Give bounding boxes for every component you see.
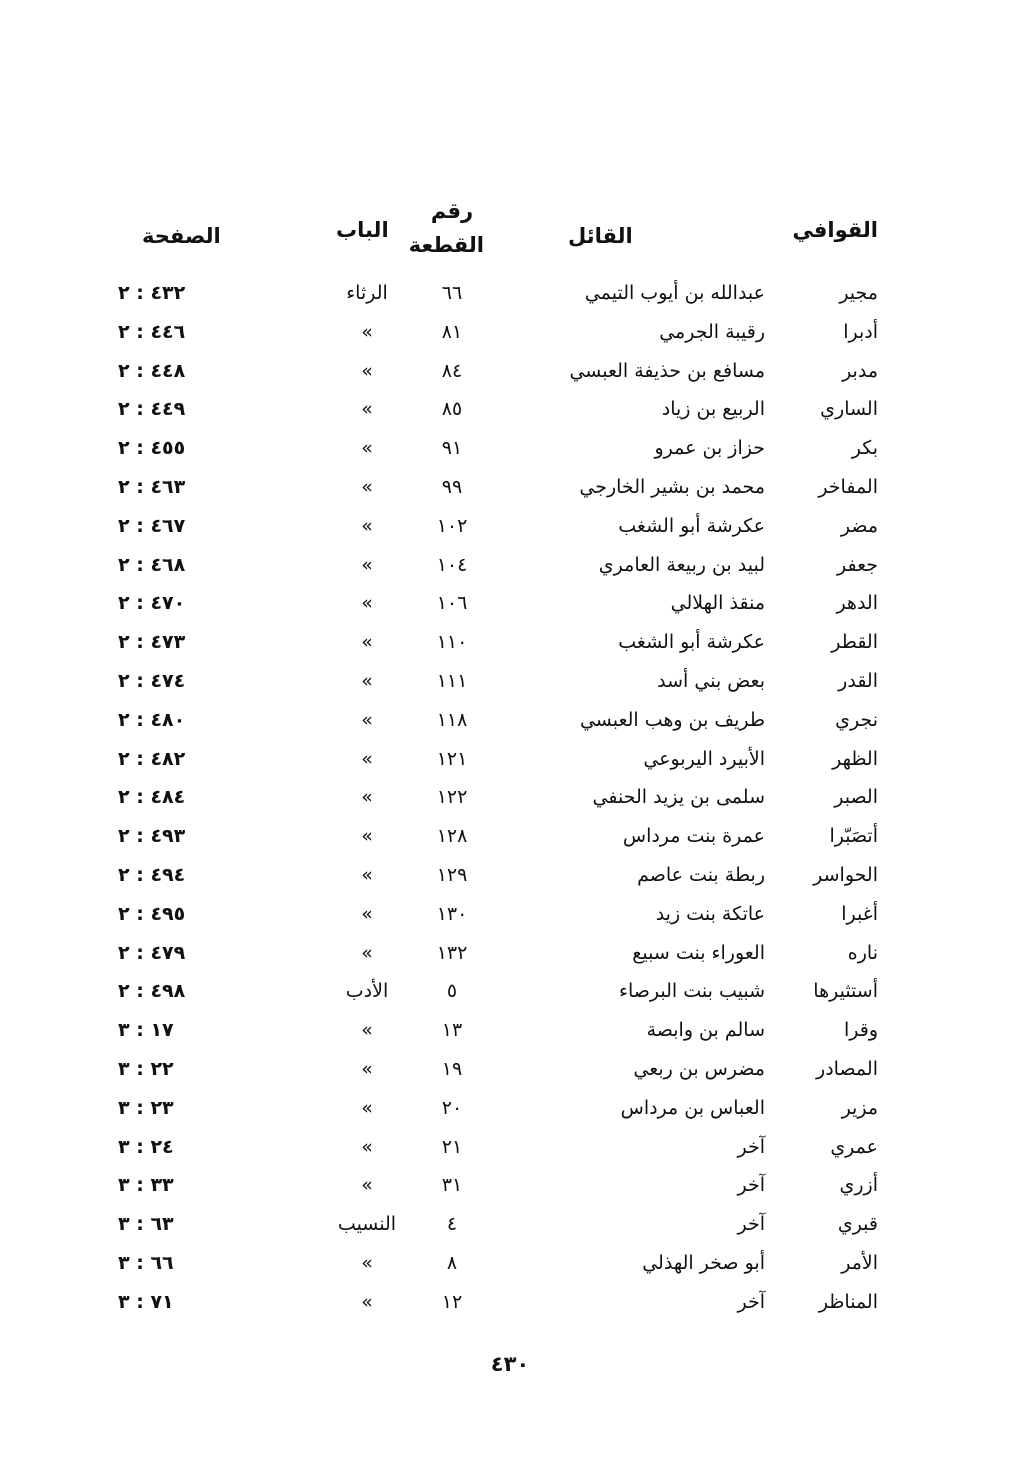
- page-cell: ٤٧٩ : ٢: [118, 941, 186, 964]
- page-cell: ٤٨٢ : ٢: [118, 747, 186, 770]
- table-row: [0, 631, 1020, 670]
- chapter-cell: النسيب: [337, 1213, 397, 1236]
- piece-number-cell: ١٣٢: [436, 941, 468, 964]
- table-row: [0, 282, 1020, 321]
- table-row: [0, 360, 1020, 399]
- piece-number-cell: ٥: [446, 980, 458, 1003]
- page-cell: ٤٩٣ : ٢: [118, 825, 186, 848]
- page-cell: ٤٤٩ : ٢: [118, 398, 186, 421]
- speaker-cell: العوراء بنت سبيع: [632, 941, 765, 964]
- table-row: [0, 1252, 1020, 1291]
- header-piece-number-line1: رقم: [430, 199, 474, 223]
- chapter-cell: »: [361, 553, 373, 576]
- page-cell: ١٧ : ٣: [118, 1019, 174, 1042]
- rhyme-cell: المصادر: [816, 1057, 878, 1080]
- speaker-cell: العباس بن مرداس: [620, 1096, 765, 1119]
- page-cell: ٤٦٧ : ٢: [118, 514, 186, 537]
- page-cell: ٤٩٤ : ٢: [118, 863, 186, 886]
- speaker-cell: سالم بن وابصة: [646, 1019, 765, 1042]
- rhyme-cell: المناظر: [818, 1290, 878, 1313]
- page-cell: ٤٨٠ : ٢: [118, 708, 186, 731]
- speaker-cell: آخر: [737, 1213, 765, 1236]
- chapter-cell: »: [361, 708, 373, 731]
- speaker-cell: عاتكة بنت زيد: [655, 902, 765, 925]
- piece-number-cell: ٨٤: [441, 359, 463, 382]
- rhyme-cell: أتصَبّرا: [829, 825, 878, 848]
- table-row: [0, 1174, 1020, 1213]
- rhyme-cell: مزير: [841, 1096, 878, 1119]
- table-row: [0, 476, 1020, 515]
- table-row: [0, 592, 1020, 631]
- speaker-cell: مضرس بن ربعي: [633, 1057, 765, 1080]
- speaker-cell: أبو صخر الهذلي: [642, 1251, 765, 1274]
- speaker-cell: عكرشة أبو الشغب: [618, 631, 765, 654]
- table-row: [0, 942, 1020, 981]
- piece-number-cell: ١١١: [436, 669, 468, 692]
- piece-number-cell: ٩١: [441, 437, 463, 460]
- speaker-cell: سلمى بن يزيد الحنفي: [592, 786, 765, 809]
- speaker-cell: لبيد بن ربيعة العامري: [598, 553, 765, 576]
- piece-number-cell: ٨٥: [441, 398, 463, 421]
- chapter-cell: »: [361, 1019, 373, 1042]
- chapter-cell: »: [361, 747, 373, 770]
- piece-number-cell: ٩٩: [441, 475, 463, 498]
- page-cell: ٤٤٦ : ٢: [118, 320, 186, 343]
- piece-number-cell: ١٠٦: [436, 592, 468, 615]
- chapter-cell: »: [361, 1174, 373, 1197]
- rhyme-cell: مجير: [839, 282, 878, 304]
- rhyme-cell: أستثيرها: [813, 980, 878, 1003]
- rhyme-cell: عمري: [830, 1135, 878, 1158]
- piece-number-cell: ١٠٤: [436, 553, 468, 576]
- table-row: [0, 786, 1020, 825]
- rhyme-cell: القدر: [838, 669, 878, 692]
- rhyme-cell: الصبر: [834, 786, 878, 809]
- rhyme-cell: وقرا: [843, 1019, 878, 1042]
- chapter-cell: الرثاء: [346, 282, 388, 304]
- page-cell: ٢٤ : ٣: [118, 1135, 174, 1158]
- page-cell: ٢٣ : ٣: [118, 1096, 174, 1119]
- speaker-cell: آخر: [737, 1174, 765, 1197]
- rhyme-cell: الأمر: [841, 1251, 878, 1274]
- speaker-cell: عمرة بنت مرداس: [622, 825, 765, 848]
- header-speaker: القائل: [568, 224, 633, 248]
- page-number: ٤٣٠: [490, 1352, 530, 1376]
- rhyme-cell: الدهر: [836, 592, 878, 615]
- chapter-cell: »: [361, 825, 373, 848]
- page-cell: ٤٨٤ : ٢: [118, 786, 186, 809]
- speaker-cell: ربطة بنت عاصم: [637, 863, 765, 886]
- chapter-cell: »: [361, 1096, 373, 1119]
- table-row: [0, 1213, 1020, 1252]
- chapter-cell: »: [361, 398, 373, 421]
- piece-number-cell: ١٣٠: [436, 902, 468, 925]
- rhyme-cell: قبري: [837, 1213, 878, 1236]
- chapter-cell: »: [361, 359, 373, 382]
- piece-number-cell: ٨١: [441, 320, 463, 343]
- table-row: [0, 437, 1020, 476]
- speaker-cell: الأبيرد اليربوعي: [643, 747, 765, 770]
- page-cell: ٤٧٠ : ٢: [118, 592, 186, 615]
- rhyme-cell: المفاخر: [818, 475, 878, 498]
- piece-number-cell: ١٢٢: [436, 786, 468, 809]
- page-cell: ٤٤٨ : ٢: [118, 359, 186, 382]
- piece-number-cell: ٢٠: [441, 1096, 463, 1119]
- table-row: [0, 398, 1020, 437]
- chapter-cell: »: [361, 1290, 373, 1313]
- rhyme-cell: أغبرا: [841, 902, 878, 925]
- page-cell: ٦٣ : ٣: [118, 1213, 174, 1236]
- page-cell: ٤٧٣ : ٢: [118, 631, 186, 654]
- index-table: [0, 282, 1020, 1330]
- rhyme-cell: ناره: [847, 941, 878, 964]
- speaker-cell: شبيب بنت البرصاء: [619, 980, 765, 1003]
- table-row: [0, 709, 1020, 748]
- page-cell: ٧١ : ٣: [118, 1290, 174, 1313]
- table-row: [0, 980, 1020, 1019]
- speaker-cell: الربيع بن زياد: [661, 398, 765, 421]
- table-row: [0, 1291, 1020, 1330]
- piece-number-cell: ٣١: [441, 1174, 463, 1197]
- chapter-cell: الأدب: [345, 980, 389, 1003]
- speaker-cell: رقيبة الجرمي: [659, 320, 765, 343]
- header-rhymes: القوافي: [792, 218, 878, 242]
- page-cell: ٤٥٥ : ٢: [118, 437, 186, 460]
- table-row: [0, 1019, 1020, 1058]
- rhyme-cell: جعفر: [836, 553, 878, 576]
- piece-number-cell: ١٢: [441, 1290, 463, 1313]
- header-chapter: الباب: [336, 218, 389, 242]
- page-cell: ٤٩٥ : ٢: [118, 902, 186, 925]
- rhyme-cell: أزري: [839, 1174, 878, 1197]
- header-page: الصفحة: [142, 224, 221, 248]
- rhyme-cell: الظهر: [832, 747, 878, 770]
- chapter-cell: »: [361, 1135, 373, 1158]
- chapter-cell: »: [361, 592, 373, 615]
- table-row: [0, 1136, 1020, 1175]
- piece-number-cell: ١١٠: [436, 631, 468, 654]
- rhyme-cell: مدبر: [842, 359, 878, 382]
- speaker-cell: حزاز بن عمرو: [654, 437, 765, 460]
- header-piece-number-line2: القطعة: [408, 233, 484, 257]
- rhyme-cell: نجري: [835, 708, 878, 731]
- rhyme-cell: بكر: [851, 437, 878, 460]
- table-row: [0, 321, 1020, 360]
- speaker-cell: طريف بن وهب العبسي: [579, 708, 765, 731]
- page-cell: ٤٧٤ : ٢: [118, 669, 186, 692]
- page-cell: ٣٣ : ٣: [118, 1174, 174, 1197]
- speaker-cell: عبدالله بن أيوب التيمي: [584, 282, 765, 304]
- table-row: [0, 1097, 1020, 1136]
- chapter-cell: »: [361, 941, 373, 964]
- table-row: [0, 903, 1020, 942]
- chapter-cell: »: [361, 320, 373, 343]
- table-row: [0, 1058, 1020, 1097]
- table-row: [0, 670, 1020, 709]
- table-row: [0, 748, 1020, 787]
- rhyme-cell: القطر: [831, 631, 878, 654]
- chapter-cell: »: [361, 514, 373, 537]
- chapter-cell: »: [361, 475, 373, 498]
- page-cell: ٤٦٨ : ٢: [118, 553, 186, 576]
- table-row: [0, 515, 1020, 554]
- chapter-cell: »: [361, 631, 373, 654]
- speaker-cell: عكرشة أبو الشغب: [618, 514, 765, 537]
- chapter-cell: »: [361, 863, 373, 886]
- speaker-cell: آخر: [737, 1290, 765, 1313]
- piece-number-cell: ٨: [446, 1251, 458, 1274]
- page-cell: ٤٦٣ : ٢: [118, 475, 186, 498]
- header-piece-number: [408, 194, 484, 262]
- speaker-cell: آخر: [737, 1135, 765, 1158]
- rhyme-cell: أدبرا: [843, 320, 878, 343]
- page-cell: ٤٣٢ : ٢: [118, 282, 186, 304]
- speaker-cell: مسافع بن حذيفة العبسي: [569, 359, 765, 382]
- piece-number-cell: ١٢٩: [436, 863, 468, 886]
- chapter-cell: »: [361, 1057, 373, 1080]
- table-row: [0, 825, 1020, 864]
- piece-number-cell: ٦٦: [441, 282, 463, 304]
- speaker-cell: منقذ الهلالي: [670, 592, 765, 615]
- piece-number-cell: ١٢١: [436, 747, 468, 770]
- rhyme-cell: مضر: [840, 514, 878, 537]
- chapter-cell: »: [361, 669, 373, 692]
- chapter-cell: »: [361, 437, 373, 460]
- speaker-cell: محمد بن بشير الخارجي: [579, 475, 765, 498]
- piece-number-cell: ١٠٢: [436, 514, 468, 537]
- piece-number-cell: ٤: [446, 1213, 458, 1236]
- rhyme-cell: الحواسر: [813, 863, 878, 886]
- piece-number-cell: ١٣: [441, 1019, 463, 1042]
- chapter-cell: »: [361, 786, 373, 809]
- table-row: [0, 864, 1020, 903]
- table-row: [0, 554, 1020, 593]
- page-cell: ٤٩٨ : ٢: [118, 980, 186, 1003]
- rhyme-cell: الساري: [820, 398, 878, 421]
- page-cell: ٦٦ : ٣: [118, 1251, 174, 1274]
- piece-number-cell: ٢١: [441, 1135, 463, 1158]
- chapter-cell: »: [361, 1251, 373, 1274]
- piece-number-cell: ١٢٨: [436, 825, 468, 848]
- piece-number-cell: ١٩: [441, 1057, 463, 1080]
- chapter-cell: »: [361, 902, 373, 925]
- page-cell: ٢٢ : ٣: [118, 1057, 174, 1080]
- piece-number-cell: ١١٨: [436, 708, 468, 731]
- speaker-cell: بعض بني أسد: [657, 669, 765, 692]
